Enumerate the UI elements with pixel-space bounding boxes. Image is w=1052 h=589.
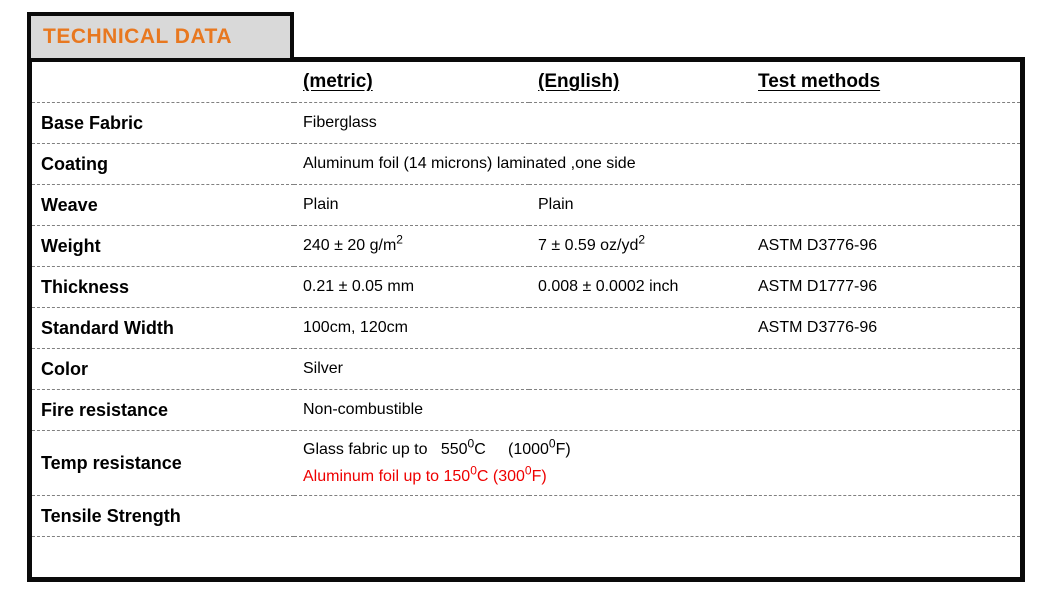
row-fire-resistance (32, 390, 1020, 431)
cell-value: Plain (538, 196, 574, 213)
row-label: Fire resistance (41, 399, 169, 420)
temp-line-aluminum-foil (303, 463, 1016, 490)
cell-test-method (749, 185, 1020, 226)
temp-text: Aluminum foil up to 150 (303, 468, 471, 485)
cell-label (32, 349, 294, 390)
temp-text: C (300 (476, 468, 525, 485)
degree-superscript: 0 (548, 436, 556, 451)
cell-metric (294, 537, 1020, 578)
cell-value: ASTM D3776-96 (758, 237, 878, 254)
column-header-test-methods (749, 62, 1020, 103)
cell-value: Aluminum foil (14 microns) laminated ,one side (303, 155, 636, 172)
row-standard-width (32, 308, 1020, 349)
superscript: 2 (638, 232, 646, 247)
cell-label (32, 185, 294, 226)
cell-test-method (749, 226, 1020, 267)
temp-text: C (1000 (474, 441, 549, 458)
row-base-fabric (32, 103, 1020, 144)
superscript: 2 (396, 232, 403, 247)
technical-data-table (32, 62, 1020, 577)
row-label: Coating (41, 153, 108, 174)
cell-label (32, 390, 294, 431)
row-weave (32, 185, 1020, 226)
row-coating (32, 144, 1020, 185)
cell-metric (294, 496, 1020, 537)
row-label: Color (41, 358, 88, 379)
temp-text: F) (555, 441, 571, 458)
row-weight (32, 226, 1020, 267)
cell-english (529, 308, 749, 349)
cell-value: 0.008 ± 0.0002 inch (538, 278, 679, 295)
cell-label (32, 103, 294, 144)
row-label: Standard Width (41, 317, 174, 338)
cell-test-method (749, 267, 1020, 308)
cell-value: Silver (303, 360, 344, 377)
cell-value: Non-combustible (303, 401, 424, 418)
cell-temp-values (294, 431, 1020, 496)
row-color (32, 349, 1020, 390)
row-label: Thickness (41, 276, 130, 297)
technical-data-tab (27, 12, 294, 62)
cell-metric (294, 349, 1020, 390)
row-label: Weight (41, 235, 101, 256)
cell-value: Fiberglass (303, 114, 377, 131)
cell-value: 100cm, 120cm (303, 319, 408, 336)
tab-title: TECHNICAL DATA (43, 25, 232, 48)
temp-text: Glass fabric up to 550 (303, 441, 468, 458)
column-header-test-methods-label: Test methods (758, 71, 881, 92)
cell-label (32, 308, 294, 349)
cell-label (32, 267, 294, 308)
degree-superscript: 0 (524, 463, 532, 478)
cell-metric (294, 390, 1020, 431)
cell-label (32, 431, 294, 496)
row-label: Tensile Strength (41, 505, 181, 526)
cell-metric (294, 226, 529, 267)
cell-value: ASTM D1777-96 (758, 278, 878, 295)
cell-value: 0.21 ± 0.05 mm (303, 278, 415, 295)
row-label: Weave (41, 194, 98, 215)
cell-english (529, 226, 749, 267)
row-label: Temp resistance (41, 452, 182, 473)
cell-value: Plain (303, 196, 339, 213)
cell-value: ASTM D3776-96 (758, 319, 878, 336)
row-label: Base Fabric (41, 112, 144, 133)
column-header-english-label: (English) (538, 71, 620, 92)
column-header-english (529, 62, 749, 103)
temp-line-glass-fabric (303, 436, 1016, 463)
cell-label (32, 496, 294, 537)
cell-metric (294, 144, 1020, 185)
row-tensile-strength (32, 496, 1020, 537)
degree-superscript: 0 (470, 463, 477, 478)
cell-label (32, 537, 294, 578)
cell-metric (294, 267, 529, 308)
row-temp-resistance (32, 431, 1020, 496)
cell-metric (294, 308, 529, 349)
cell-label (32, 226, 294, 267)
column-header-metric (294, 62, 529, 103)
temp-text: F) (531, 468, 547, 485)
header-row (32, 62, 1020, 103)
cell-label (32, 144, 294, 185)
column-header-metric-label: (metric) (303, 71, 373, 92)
cell-metric (294, 103, 1020, 144)
row-empty (32, 537, 1020, 578)
cell-english (529, 267, 749, 308)
row-thickness (32, 267, 1020, 308)
cell-metric (294, 185, 529, 226)
cell-value: 240 ± 20 g/m (303, 237, 397, 254)
degree-superscript: 0 (467, 436, 475, 451)
cell-test-method (749, 308, 1020, 349)
cell-english (529, 185, 749, 226)
header-cell-blank (32, 62, 294, 103)
technical-data-table-frame (27, 57, 1025, 582)
cell-value: 7 ± 0.59 oz/yd (538, 237, 639, 254)
